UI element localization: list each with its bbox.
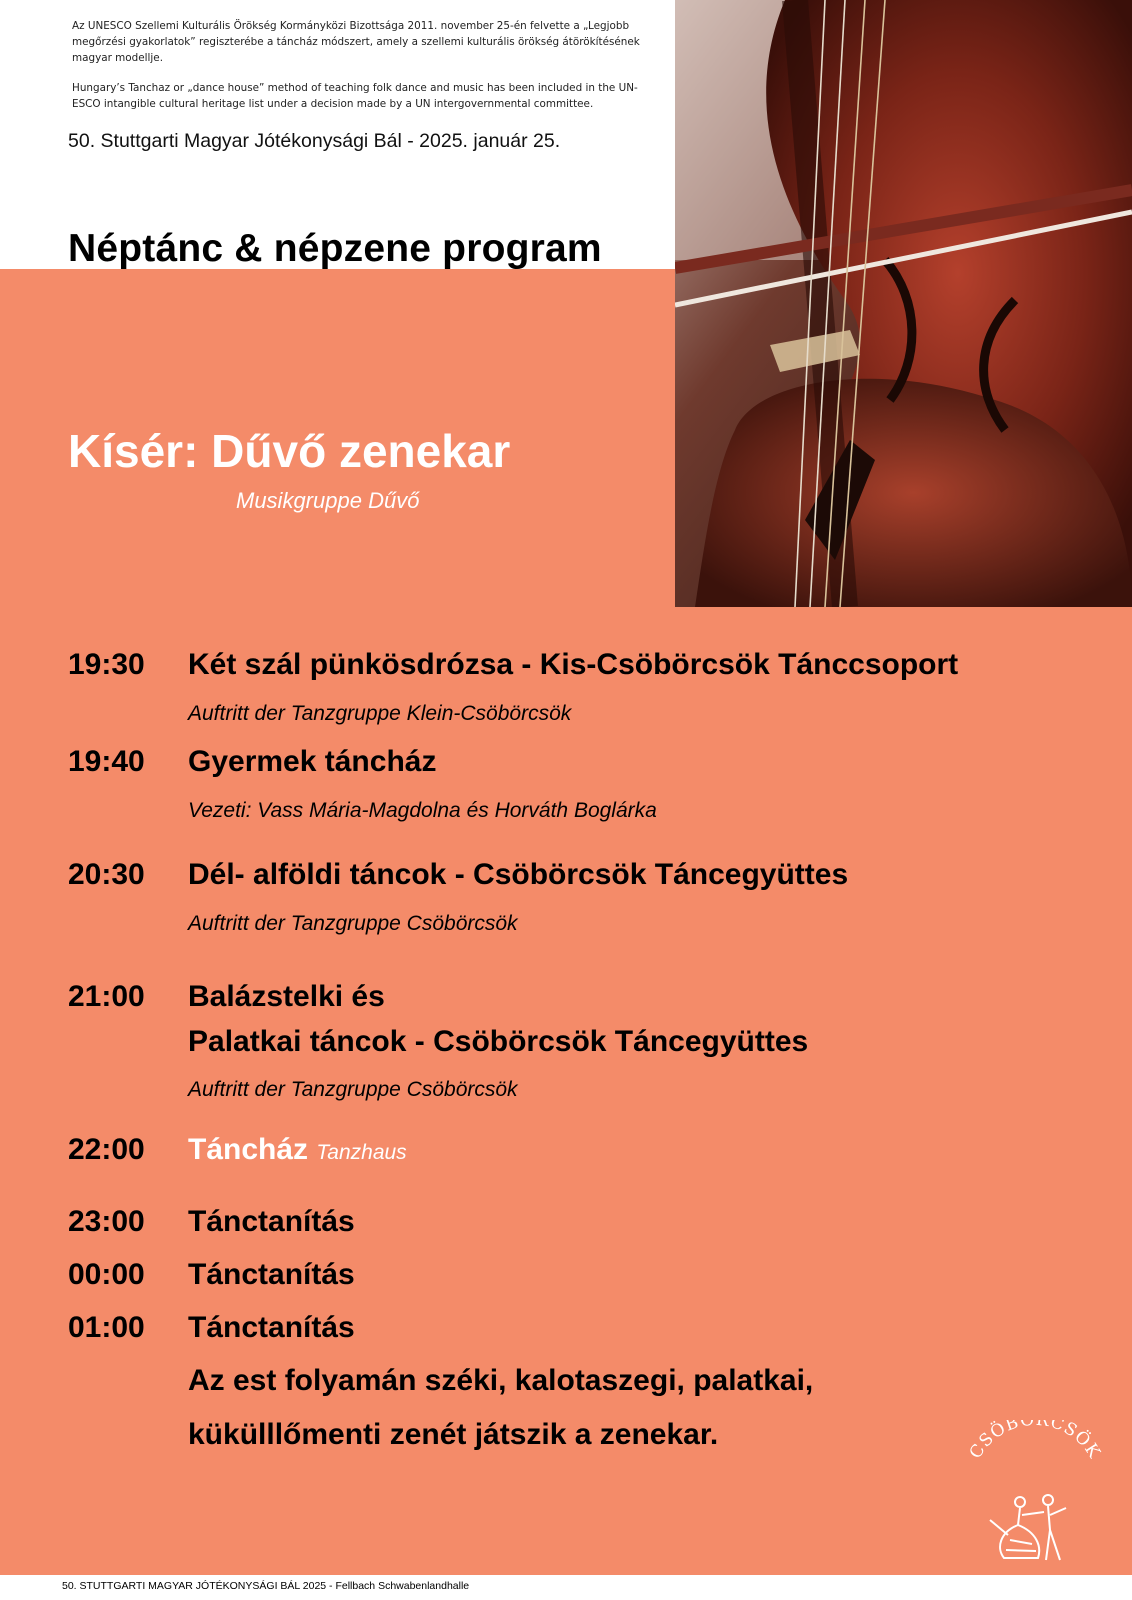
- program-title: Dél- alföldi táncok - Csöbörcsök Táncegyüttes: [188, 858, 849, 891]
- closing-line-1: Az est folyamán széki, kalotaszegi, palatkai,: [188, 1364, 814, 1397]
- program-subtitle: Auftritt der Tanzgruppe Klein-Csöbörcsök: [188, 702, 572, 725]
- program-title: Gyermek táncház: [188, 745, 437, 778]
- program-title: Tánctanítás: [188, 1311, 355, 1344]
- tanzhaus-label: Tanzhaus: [316, 1141, 407, 1164]
- program-time: 20:30: [68, 858, 145, 891]
- band-subtitle: Musikgruppe Dűvő: [236, 488, 420, 513]
- program-title-tanchaz: [188, 1133, 407, 1167]
- program-time: 23:00: [68, 1205, 145, 1238]
- band-title: Kísér: Dűvő zenekar: [68, 425, 511, 477]
- program-title: Két szál pünkösdrózsa - Kis-Csöbörcsök Tánccsoport: [188, 648, 959, 681]
- program-time: 19:40: [68, 745, 145, 778]
- program-time: 00:00: [68, 1258, 145, 1291]
- program-time: 19:30: [68, 648, 145, 681]
- program-time: 01:00: [68, 1311, 145, 1344]
- logo-text: CSÖBÖRCSÖK: [965, 1420, 1105, 1463]
- closing-line-2: kükülllőmenti zenét játszik a zenekar.: [188, 1418, 719, 1451]
- program-title: Tánctanítás: [188, 1258, 355, 1291]
- violin-photo: [675, 0, 1132, 607]
- footer: 50. STUTTGARTI MAGYAR JÓTÉKONYSÁGI BÁL 2025 - Fellbach Schwabenlandhalle: [62, 1580, 470, 1592]
- svg-text:CSÖBÖRCSÖK: [966, 1420, 1105, 1462]
- unesco-notice-hungarian: Az UNESCO Szellemi Kulturális Örökség Kormányközi Bizottsága 2011. november 25-én felvette a „Legjobb megőrzési gyakorlatok” regiszterébe a táncház módszert, amely a szellemi kulturális örökség átörökítésének magyar modellje.: [72, 20, 640, 64]
- unesco-notice-english: Hungary’s Tanchaz or „dance house” method of teaching folk dance and music has been included in the UN-ESCO intangible cultural heritage list under a decision made by a UN intergovernmental committee.: [72, 82, 638, 110]
- tanchaz-label: Táncház: [188, 1133, 309, 1166]
- program-time: 21:00: [68, 980, 145, 1013]
- main-title: Néptánc & népzene program: [68, 227, 602, 270]
- program-subtitle: Auftritt der Tanzgruppe Csöbörcsök: [188, 912, 518, 935]
- event-line: 50. Stuttgarti Magyar Jótékonysági Bál - 2025. január 25.: [68, 130, 561, 152]
- program-title-line1: Balázstelki és: [188, 980, 385, 1013]
- program-title: Tánctanítás: [188, 1205, 355, 1238]
- csoborcsok-logo: [960, 1420, 1110, 1570]
- dancers-icon: [990, 1495, 1066, 1560]
- program-title-line2: Palatkai táncok - Csöbörcsök Táncegyüttes: [188, 1025, 809, 1058]
- program-time: 22:00: [68, 1133, 145, 1166]
- program-subtitle: Auftritt der Tanzgruppe Csöbörcsök: [188, 1078, 518, 1101]
- program-subtitle: Vezeti: Vass Mária-Magdolna és Horváth Boglárka: [188, 799, 657, 822]
